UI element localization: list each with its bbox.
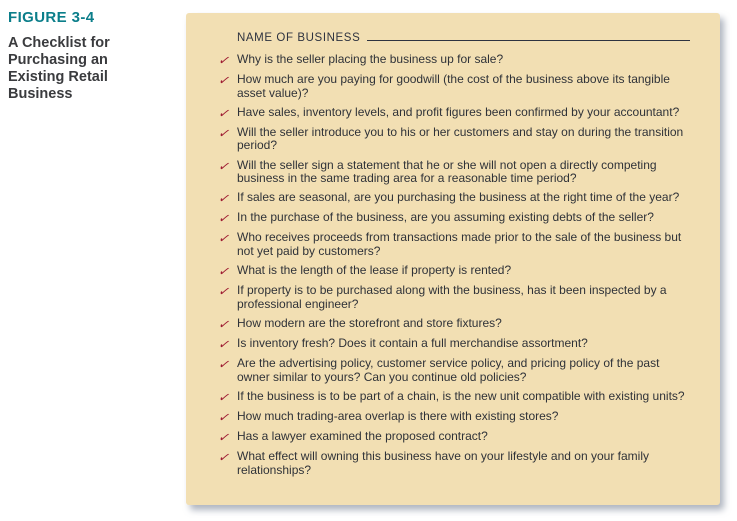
- check-icon: ✓: [217, 283, 230, 300]
- check-icon: ✓: [217, 72, 230, 89]
- checklist-item-text: Has a lawyer examined the proposed contract?: [237, 428, 488, 443]
- check-icon: ✓: [217, 315, 230, 333]
- figure-label: FIGURE 3-4: [8, 9, 95, 26]
- checklist-item-text: Will the seller introduce you to his or her customers and stay on during the transition period?: [237, 124, 684, 153]
- checklist-item-text: What effect will owning this business have on your lifestyle and on your family relationships?: [237, 449, 649, 477]
- check-icon: ✓: [217, 388, 230, 405]
- check-icon: ✓: [217, 336, 230, 353]
- checklist-item-text: In the purchase of the business, are you assuming existing debts of the seller?: [237, 210, 654, 225]
- check-icon: ✓: [217, 210, 230, 227]
- checklist-item: [218, 430, 690, 445]
- checklist-item: [218, 284, 690, 311]
- checklist-item: [218, 126, 690, 153]
- check-icon: ✓: [217, 449, 230, 466]
- check-icon: ✓: [217, 356, 230, 373]
- check-icon: ✓: [217, 104, 230, 121]
- checklist-item-text: Have sales, inventory levels, and profit figures been confirmed by your accountant?: [237, 104, 680, 119]
- checklist-item: [218, 106, 690, 121]
- name-of-business-label: NAME OF BUSINESS: [237, 32, 361, 44]
- checklist-item: [218, 191, 690, 206]
- check-icon: ✓: [217, 429, 230, 446]
- checklist-item: [218, 264, 690, 279]
- checklist-item-text: How modern are the storefront and store fixtures?: [237, 315, 502, 330]
- check-icon: ✓: [217, 263, 230, 280]
- figure-caption: A Checklist for Purchasing an Existing Retail Business: [8, 35, 110, 103]
- checklist-item-text: If the business is to be part of a chain, is the new unit compatible with existing units?: [237, 388, 685, 403]
- checklist-item-text: How much are you paying for goodwill (the cost of the business above its tangible asset value)?: [237, 72, 670, 100]
- checklist-item: [218, 159, 690, 186]
- check-icon: ✓: [217, 190, 230, 207]
- checklist-item: [218, 390, 690, 405]
- checklist-item-text: Are the advertising policy, customer service policy, and pricing policy of the past owner similar to yours? Can you continue old policies?: [237, 356, 660, 384]
- checklist-item-text: If property is to be purchased along with the business, has it been inspected by a professional engineer?: [237, 283, 667, 311]
- checklist: [218, 53, 690, 477]
- check-icon: ✓: [217, 157, 230, 174]
- checklist-item-text: Who receives proceeds from transactions made prior to the sale of the business but not yet paid by customers?: [237, 230, 682, 259]
- check-icon: ✓: [217, 230, 230, 247]
- name-of-business-row: [237, 30, 690, 44]
- checklist-item-text: Is inventory fresh? Does it contain a full merchandise assortment?: [237, 336, 588, 350]
- checklist-item: [218, 53, 690, 68]
- checklist-item: [218, 410, 690, 425]
- name-of-business-blank-line: [367, 30, 690, 41]
- checklist-item-text: How much trading-area overlap is there with existing stores?: [237, 408, 559, 423]
- checklist-item: [218, 450, 690, 477]
- checklist-item: [218, 357, 690, 384]
- checklist-item: [218, 231, 690, 258]
- check-icon: ✓: [217, 52, 230, 69]
- figure-sidebar: [8, 9, 158, 103]
- checklist-item-text: If sales are seasonal, are you purchasing the business at the right time of the year?: [237, 190, 680, 205]
- checklist-item-text: Why is the seller placing the business up for sale?: [237, 52, 504, 66]
- checklist-item-text: Will the seller sign a statement that he or she will not open a directly competing business in the same trading area for a reasonable time period?: [237, 157, 657, 186]
- checklist-item: [218, 211, 690, 226]
- checklist-item: [218, 73, 690, 100]
- checklist-item: [218, 317, 690, 332]
- checklist-item: [218, 337, 690, 352]
- checklist-panel: [186, 13, 720, 505]
- check-icon: ✓: [217, 124, 230, 141]
- check-icon: ✓: [217, 408, 230, 425]
- checklist-item-text: What is the length of the lease if property is rented?: [237, 263, 512, 278]
